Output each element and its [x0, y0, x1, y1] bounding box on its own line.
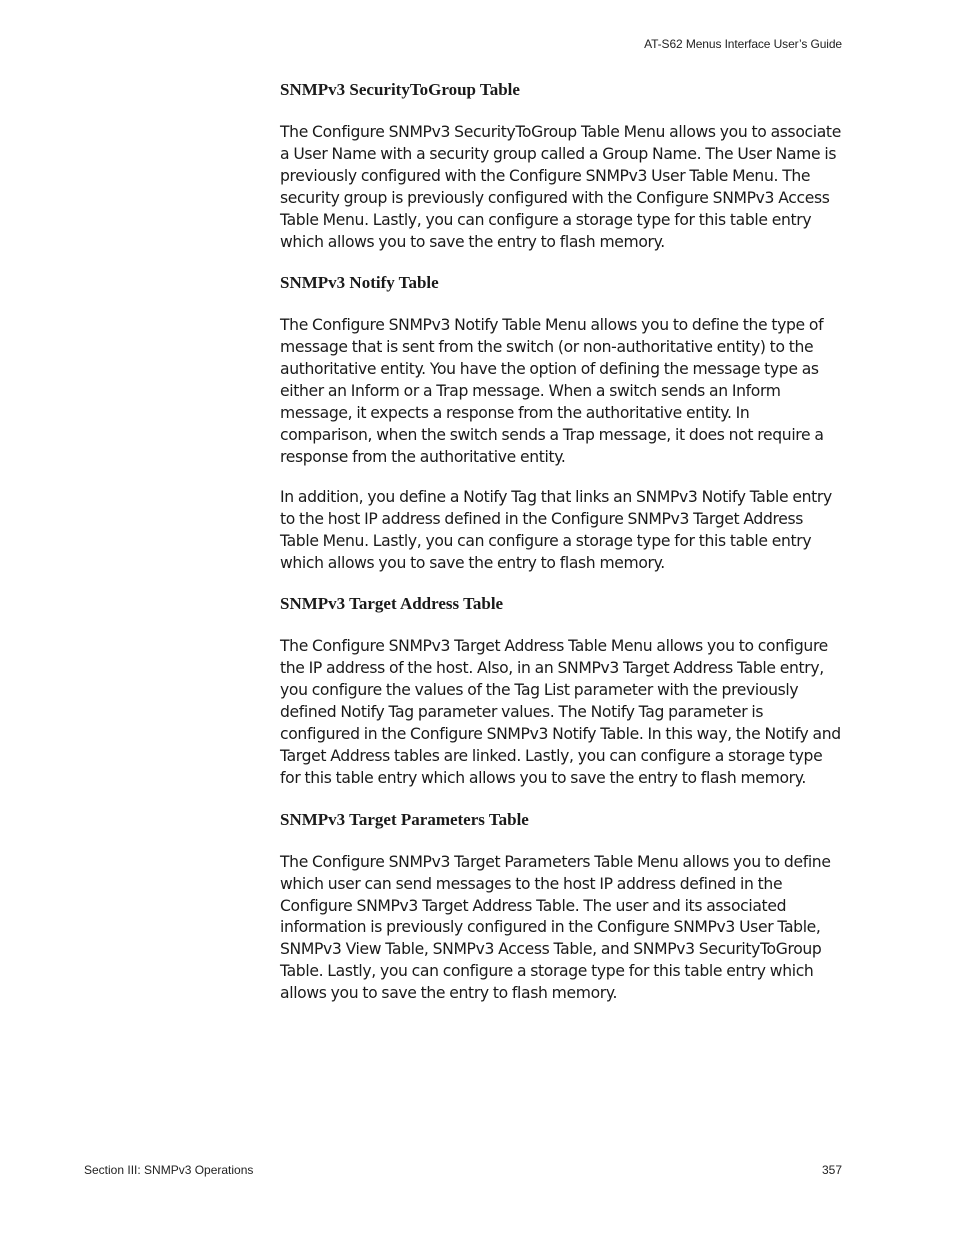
- section-heading: SNMPv3 SecurityToGroup Table: [280, 80, 520, 99]
- page-content: [280, 78, 842, 1023]
- paragraph: The Configure SNMPv3 Target Address Table Menu allows you to configure the IP address of the host. Also, in an SNMPv3 Target Address Table entry, you configure the values of the Tag List parameter with the previously defined Notify Tag parameter values. The Notify Tag parameter is configured in the Configure SNMPv3 Notify Table. In this way, the Notify and Target Address tables are linked. Lastly, you can configure a storage type for this table entry which allows you to save the entry to flash memory.: [280, 637, 841, 787]
- section-target-parameters-table: [280, 808, 842, 1005]
- section-heading: SNMPv3 Target Parameters Table: [280, 809, 529, 829]
- footer-page-number: 357: [821, 1163, 842, 1177]
- section-target-address-table: [280, 592, 842, 789]
- paragraph: The Configure SNMPv3 SecurityToGroup Table Menu allows you to associate a User Name with a security group called a Group Name. The User Name is previously configured with the Configure SNMPv3 User Table Menu. The security group is previously configured with the Configure SNMPv3 Access Table Menu. Lastly, you can configure a storage type for this table entry which allows you to save the entry to flash memory.: [280, 123, 841, 251]
- section-securitytogroup-table: [280, 78, 842, 253]
- section-notify-table: [280, 271, 842, 574]
- paragraph: In addition, you define a Notify Tag that links an SNMPv3 Notify Table entry to the host IP address defined in the Configure SNMPv3 Target Address Table Menu. Lastly, you can configure a storage type for this table entry which allows you to save the entry to flash memory.: [280, 487, 832, 572]
- paragraph: The Configure SNMPv3 Notify Table Menu allows you to define the type of message that is sent from the switch (or non-authoritative entity) to the authoritative entity. You have the option of defining the message type as either an Inform or a Trap message. When a switch sends an Inform message, it expects a response from the authoritative entity. In comparison, when the switch sends a Trap message, it does not require a response from the authoritative entity.: [280, 316, 824, 466]
- footer-section-label: Section III: SNMPv3 Operations: [84, 1163, 254, 1177]
- paragraph: The Configure SNMPv3 Target Parameters Table Menu allows you to define which user can send messages to the host IP address defined in the Configure SNMPv3 Target Address Table. The user and its associated information is previously configured in the Configure SNMPv3 User Table, SNMPv3 View Table, SNMPv3 Access Table, and SNMPv3 SecurityToGroup Table. Lastly, you can configure a storage type for this table entry which allows you to save the entry to flash memory.: [280, 852, 831, 1003]
- running-header: AT-S62 Menus Interface User’s Guide: [644, 37, 842, 51]
- section-heading: SNMPv3 Target Address Table: [280, 594, 504, 614]
- section-heading: SNMPv3 Notify Table: [280, 273, 439, 293]
